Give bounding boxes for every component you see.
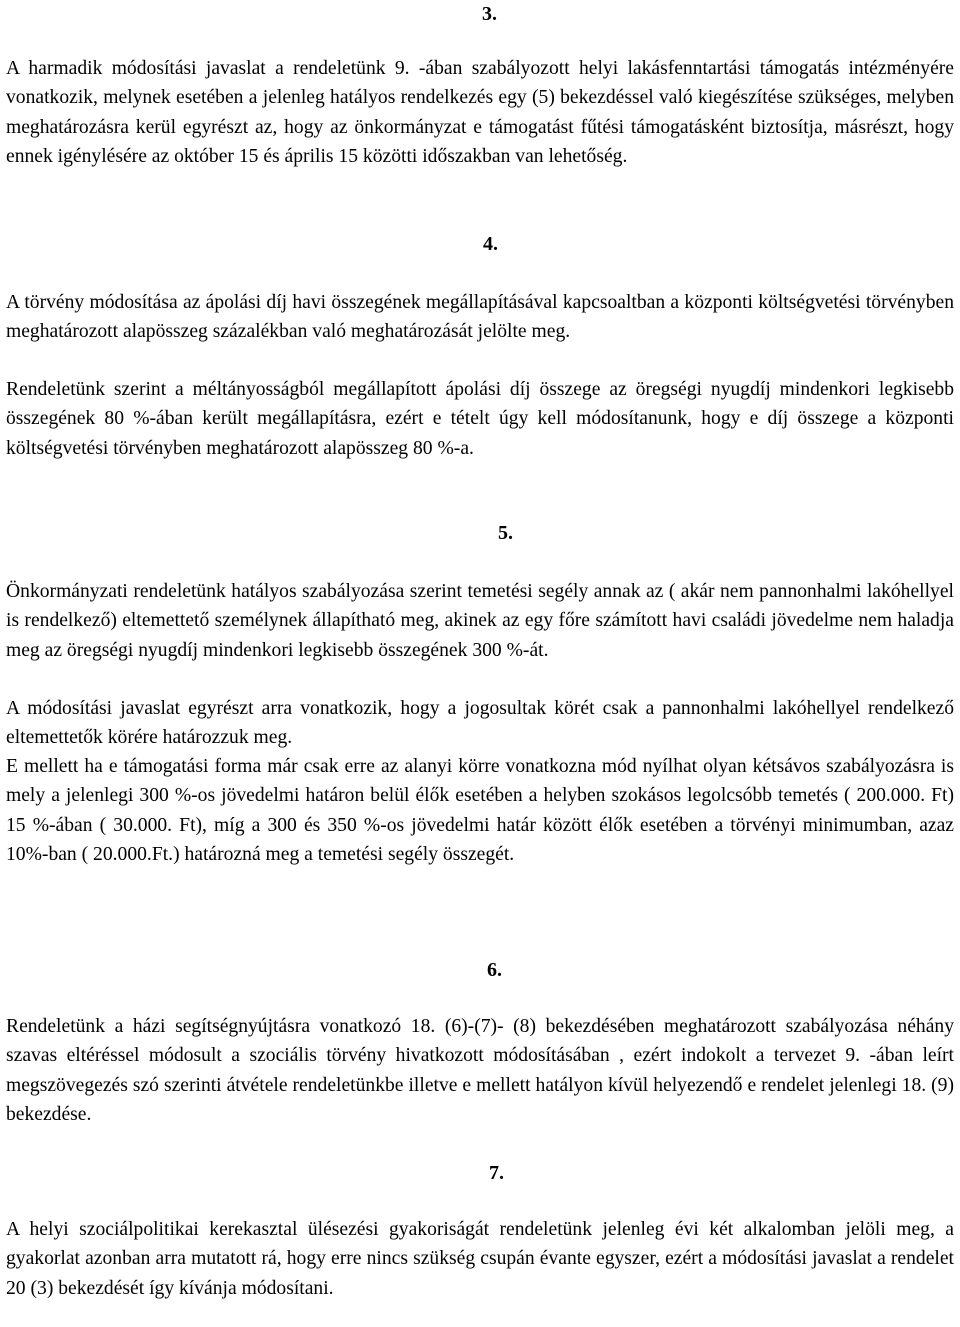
section-number-4: 4. — [483, 233, 498, 255]
section-5-paragraph-1: Önkormányzati rendeletünk hatályos szabályozása szerint temetési segély annak az ( akár nem pannonhalmi lakóhellyel is rendelkező) eltemettető személynek állapítható meg, akinek az egy főre számított havi családi jövedelme nem haladja meg az öregségi nyugdíj mindenkori legkisebb összegének 300 %-át. — [6, 581, 954, 661]
section-number-3: 3. — [482, 3, 497, 25]
section-number-5: 5. — [498, 522, 513, 544]
section-6-paragraph-1: Rendeletünk a házi segítségnyújtásra vonatkozó 18. (6)-(7)- (8) bekezdésében meghatározott szabályozása néhány szavas eltéréssel módosult a szociális törvény hivatkozott módosításában , ezért indokolt a tervezet 9. -ában leírt megszövegezés szó szerinti átvétele rendeletünkbe illetve e mellett hatályon kívül helyezendő e rendelet jelenlegi 18. (9) bekezdése. — [6, 1016, 954, 1125]
section-7-paragraph-1: A helyi szociálpolitikai kerekasztal ülésezési gyakoriságát rendeletünk jelenleg évi két alkalomban jelöli meg, a gyakorlat azonban arra mutatott rá, hogy erre nincs szükség csupán évante egyszer, ezért a módosítási javaslat a rendelet 20 (3) bekezdését így kívánja módosítani. — [6, 1219, 954, 1299]
section-4-paragraph-2: Rendeletünk szerint a méltányosságból megállapított ápolási díj összege az öregségi nyugdíj mindenkori legkisebb összegének 80 %-ában került megállapításra, ezért e tételt úgy kell módosítanunk, hogy e díj összege a központi költségvetési törvényben meghatározott alapösszeg 80 %-a. — [6, 379, 954, 459]
section-number-7: 7. — [489, 1162, 504, 1184]
section-4-paragraph-1: A törvény módosítása az ápolási díj havi összegének megállapításával kapcsoaltban a központi költségvetési törvényben meghatározott alapösszeg százalékban való meghatározását jelölte meg. — [6, 292, 954, 343]
section-5-paragraph-3: E mellett ha e támogatási forma már csak erre az alanyi körre vonatkozna mód nyílhat olyan kétsávos szabályozásra is mely a jelenlegi 300 %-os jövedelmi határon belül élők esetében a helyben szokásos legolcsóbb temetés ( 200.000. Ft) 15 %-ában ( 30.000. Ft), míg a 300 és 350 %-os jövedelmi határ között élők esetében a törvényi minimumban, azaz 10%-ban ( 20.000.Ft.) határozná meg a temetési segély összegét. — [6, 756, 954, 865]
section-5-paragraph-2: A módosítási javaslat egyrészt arra vonatkozik, hogy a jogosultak körét csak a pannonhalmi lakóhellyel rendelkező eltemettetők körére határozzuk meg. — [6, 698, 954, 749]
section-number-6: 6. — [487, 959, 502, 981]
section-3-paragraph-1: A harmadik módosítási javaslat a rendeletünk 9. -ában szabályozott helyi lakásfenntartási támogatás intézményére vonatkozik, melynek esetében a jelenleg hatályos rendelkezés egy (5) bekezdéssel való kiegészítése szükséges, melyben meghatározásra kerül egyrészt az, hogy az önkormányzat e támogatást fűtési támogatásként biztosítja, másrészt, hogy ennek igénylésére az október 15 és április 15 közötti időszakban van lehetőség. — [6, 58, 954, 167]
